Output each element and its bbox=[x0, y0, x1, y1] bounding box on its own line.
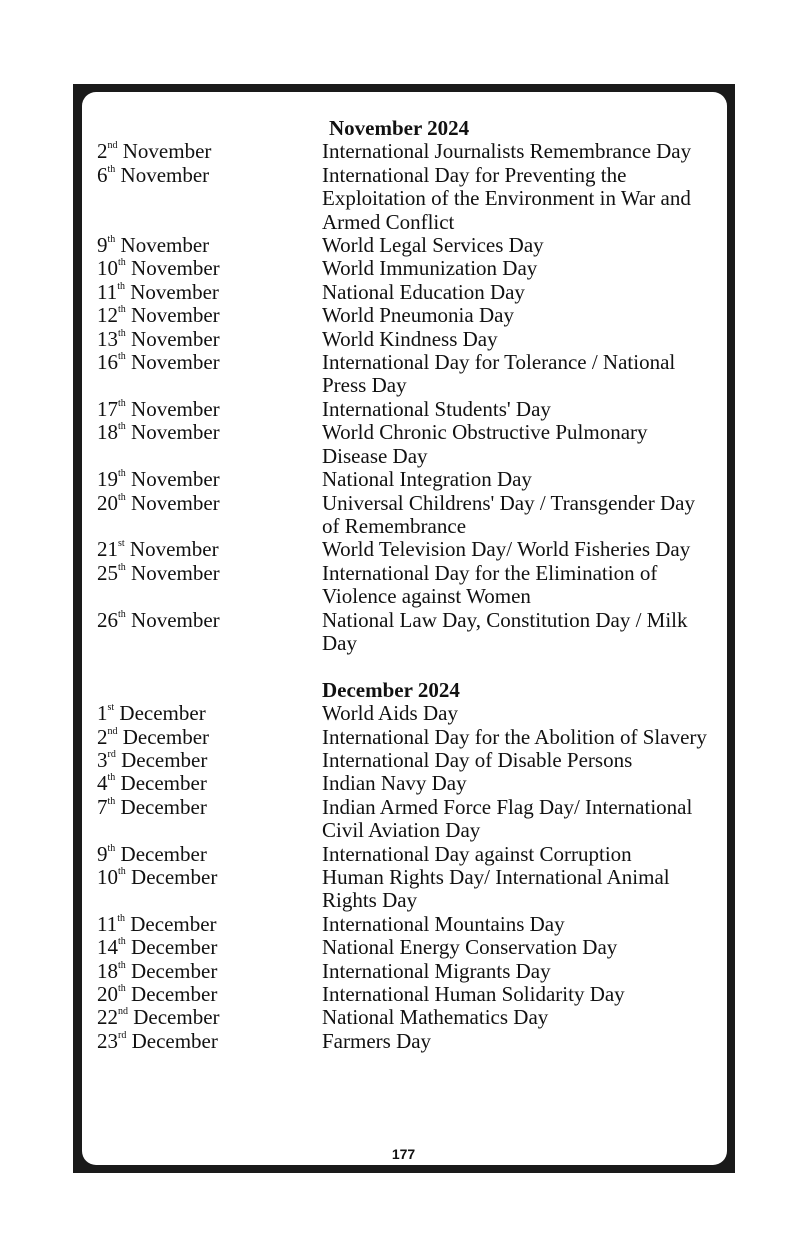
date-day: 3 bbox=[97, 747, 108, 772]
event-name: National Mathematics Day bbox=[322, 1005, 549, 1030]
list-item bbox=[97, 936, 717, 959]
entry-date bbox=[97, 492, 322, 539]
date-month: December bbox=[120, 771, 207, 796]
entry-date bbox=[97, 234, 322, 257]
date-ordinal-suffix: th bbox=[118, 936, 126, 948]
list-item bbox=[97, 983, 717, 1006]
date-day: 2 bbox=[97, 724, 108, 749]
event-name: Indian Armed Force Flag Day/ International Civil Aviation Day bbox=[322, 794, 693, 843]
list-item bbox=[97, 796, 717, 843]
date-month: November bbox=[131, 607, 220, 632]
event-name: World Kindness Day bbox=[322, 326, 498, 351]
date-month: November bbox=[131, 256, 220, 281]
date-day: 18 bbox=[97, 958, 118, 983]
date-month: November bbox=[120, 162, 210, 187]
date-day: 6 bbox=[97, 162, 108, 187]
event-name: National Education Day bbox=[322, 279, 525, 304]
date-ordinal-suffix: th bbox=[118, 304, 126, 316]
date-ordinal-suffix: th bbox=[117, 280, 126, 292]
list-item bbox=[97, 843, 717, 866]
date-ordinal-suffix: th bbox=[107, 795, 116, 807]
event-name: International Migrants Day bbox=[322, 958, 551, 983]
list-item bbox=[97, 492, 717, 539]
entry-date bbox=[97, 257, 322, 280]
event-name: National Law Day, Constitution Day / Milk Day bbox=[322, 607, 688, 655]
date-ordinal-suffix: th bbox=[118, 491, 126, 503]
entry-date bbox=[97, 936, 322, 959]
event-name: Farmers Day bbox=[322, 1028, 432, 1053]
event-name: International Day against Corruption bbox=[322, 841, 632, 866]
date-day: 7 bbox=[97, 794, 108, 819]
list-item bbox=[97, 140, 717, 163]
event-name: World Pneumonia Day bbox=[322, 303, 514, 328]
date-ordinal-suffix: th bbox=[107, 163, 116, 175]
event-name: World Aids Day bbox=[322, 701, 458, 726]
date-month: November bbox=[129, 537, 219, 562]
date-day: 9 bbox=[97, 841, 108, 866]
list-item bbox=[97, 772, 717, 795]
date-ordinal-suffix: th bbox=[107, 842, 116, 854]
list-item bbox=[97, 257, 717, 280]
date-ordinal-suffix: th bbox=[118, 959, 126, 971]
date-ordinal-suffix: th bbox=[118, 865, 126, 877]
date-month: November bbox=[122, 139, 212, 164]
date-month: November bbox=[131, 303, 220, 328]
list-item bbox=[97, 1030, 717, 1053]
date-month: December bbox=[120, 794, 207, 819]
date-ordinal-suffix: rd bbox=[118, 1029, 127, 1041]
entry-date bbox=[97, 796, 322, 843]
date-month: December bbox=[131, 958, 218, 983]
entry-date bbox=[97, 421, 322, 468]
entry-date bbox=[97, 140, 322, 163]
section-gap bbox=[97, 655, 717, 678]
entry-date bbox=[97, 1030, 322, 1053]
list-item bbox=[97, 609, 717, 656]
date-ordinal-suffix: th bbox=[118, 608, 126, 620]
entry-date bbox=[97, 866, 322, 913]
entry-date bbox=[97, 538, 322, 561]
list-item bbox=[97, 351, 717, 398]
entry-date bbox=[97, 749, 322, 772]
entry-date bbox=[97, 1006, 322, 1029]
section-heading-december: December 2024 bbox=[322, 677, 460, 702]
date-ordinal-suffix: st bbox=[107, 702, 115, 714]
list-item bbox=[97, 304, 717, 327]
date-month: November bbox=[131, 326, 220, 351]
date-day: 12 bbox=[97, 303, 118, 328]
entry-date bbox=[97, 304, 322, 327]
entry-date bbox=[97, 562, 322, 609]
date-month: December bbox=[133, 1005, 220, 1030]
date-ordinal-suffix: th bbox=[118, 983, 126, 995]
list-item bbox=[97, 960, 717, 983]
event-name: National Energy Conservation Day bbox=[322, 935, 618, 960]
date-day: 13 bbox=[97, 326, 118, 351]
date-month: December bbox=[131, 1028, 218, 1053]
event-name: International Mountains Day bbox=[322, 911, 565, 936]
date-month: December bbox=[131, 864, 218, 889]
page-number: 177 bbox=[391, 1146, 416, 1162]
date-ordinal-suffix: nd bbox=[107, 140, 118, 152]
date-ordinal-suffix: nd bbox=[118, 1006, 128, 1018]
date-day: 10 bbox=[97, 256, 118, 281]
date-ordinal-suffix: th bbox=[118, 351, 126, 363]
date-month: December bbox=[131, 935, 218, 960]
december-list bbox=[97, 702, 717, 1053]
entry-date bbox=[97, 609, 322, 656]
entry-date bbox=[97, 960, 322, 983]
date-month: December bbox=[122, 724, 210, 749]
list-item bbox=[97, 702, 717, 725]
entry-date bbox=[97, 702, 322, 725]
november-list bbox=[97, 140, 717, 655]
date-day: 22 bbox=[97, 1005, 118, 1030]
event-name: Universal Childrens' Day / Transgender Day of Remembrance bbox=[322, 490, 695, 538]
date-day: 21 bbox=[97, 537, 118, 562]
event-name: Human Rights Day/ International Animal Rights Day bbox=[322, 864, 670, 913]
date-day: 11 bbox=[97, 279, 118, 304]
event-name: World Chronic Obstructive Pulmonary Disease Day bbox=[322, 420, 648, 468]
entry-date bbox=[97, 843, 322, 866]
date-day: 14 bbox=[97, 935, 118, 960]
date-ordinal-suffix: th bbox=[117, 912, 126, 924]
event-name: International Day for the Elimination of Violence against Women bbox=[322, 560, 658, 609]
section-heading-november: November 2024 bbox=[329, 116, 470, 140]
date-month: November bbox=[131, 490, 220, 515]
date-day: 17 bbox=[97, 396, 118, 421]
date-day: 1 bbox=[97, 701, 108, 726]
date-day: 4 bbox=[97, 771, 108, 796]
list-item bbox=[97, 398, 717, 421]
list-item bbox=[97, 562, 717, 609]
date-ordinal-suffix: rd bbox=[107, 748, 116, 760]
date-day: 23 bbox=[97, 1028, 118, 1053]
entry-date bbox=[97, 328, 322, 351]
date-day: 9 bbox=[97, 233, 108, 258]
event-name: World Immunization Day bbox=[322, 256, 538, 281]
event-name: Indian Navy Day bbox=[322, 771, 467, 796]
date-month: November bbox=[131, 467, 220, 492]
event-name: International Students' Day bbox=[322, 396, 551, 421]
date-day: 11 bbox=[97, 911, 118, 936]
list-item bbox=[97, 234, 717, 257]
event-name: International Day for the Abolition of Slavery bbox=[322, 724, 707, 749]
date-ordinal-suffix: th bbox=[118, 397, 126, 409]
date-day: 26 bbox=[97, 607, 118, 632]
date-month: December bbox=[131, 982, 218, 1007]
date-ordinal-suffix: st bbox=[118, 538, 125, 550]
date-ordinal-suffix: th bbox=[118, 421, 126, 433]
event-name: National Integration Day bbox=[322, 467, 532, 492]
event-name: International Day for Preventing the Exploitation of the Environment in War and Armed Conflict bbox=[322, 162, 691, 234]
event-name: World Television Day/ World Fisheries Day bbox=[322, 537, 691, 562]
entry-date bbox=[97, 772, 322, 795]
date-ordinal-suffix: th bbox=[107, 234, 116, 246]
list-item bbox=[97, 726, 717, 749]
date-ordinal-suffix: nd bbox=[107, 725, 118, 737]
entry-date bbox=[97, 398, 322, 421]
entry-date bbox=[97, 281, 322, 304]
date-month: November bbox=[120, 233, 210, 258]
date-ordinal-suffix: th bbox=[107, 772, 116, 784]
date-month: November bbox=[131, 560, 220, 585]
date-day: 18 bbox=[97, 420, 118, 445]
date-month: November bbox=[131, 420, 220, 445]
list-item bbox=[97, 538, 717, 561]
date-month: December bbox=[121, 747, 208, 772]
date-ordinal-suffix: th bbox=[118, 257, 126, 269]
entry-date bbox=[97, 164, 322, 234]
date-day: 2 bbox=[97, 139, 108, 164]
entry-date bbox=[97, 913, 322, 936]
event-name: World Legal Services Day bbox=[322, 233, 544, 258]
date-day: 16 bbox=[97, 350, 118, 375]
date-month: December bbox=[130, 911, 217, 936]
list-item bbox=[97, 328, 717, 351]
date-month: December bbox=[119, 701, 206, 726]
event-name: International Day of Disable Persons bbox=[322, 747, 633, 772]
date-day: 25 bbox=[97, 560, 118, 585]
date-month: November bbox=[130, 279, 219, 304]
date-day: 19 bbox=[97, 467, 118, 492]
list-item bbox=[97, 164, 717, 234]
date-month: November bbox=[131, 350, 220, 375]
list-item bbox=[97, 281, 717, 304]
calendar-content bbox=[97, 117, 717, 1053]
event-name: International Day for Tolerance / National Press Day bbox=[322, 350, 676, 398]
event-name: International Journalists Remembrance Day bbox=[322, 139, 692, 164]
entry-date bbox=[97, 726, 322, 749]
list-item bbox=[97, 421, 717, 468]
entry-date bbox=[97, 983, 322, 1006]
list-item bbox=[97, 749, 717, 772]
date-day: 20 bbox=[97, 982, 118, 1007]
date-month: November bbox=[131, 396, 220, 421]
entry-date bbox=[97, 351, 322, 398]
date-month: December bbox=[120, 841, 207, 866]
date-day: 20 bbox=[97, 490, 118, 515]
entry-date bbox=[97, 468, 322, 491]
date-day: 10 bbox=[97, 864, 118, 889]
date-ordinal-suffix: th bbox=[118, 327, 126, 339]
event-name: International Human Solidarity Day bbox=[322, 982, 625, 1007]
list-item bbox=[97, 1006, 717, 1029]
list-item bbox=[97, 468, 717, 491]
list-item bbox=[97, 866, 717, 913]
date-ordinal-suffix: th bbox=[118, 468, 126, 480]
date-ordinal-suffix: th bbox=[118, 561, 126, 573]
list-item bbox=[97, 913, 717, 936]
